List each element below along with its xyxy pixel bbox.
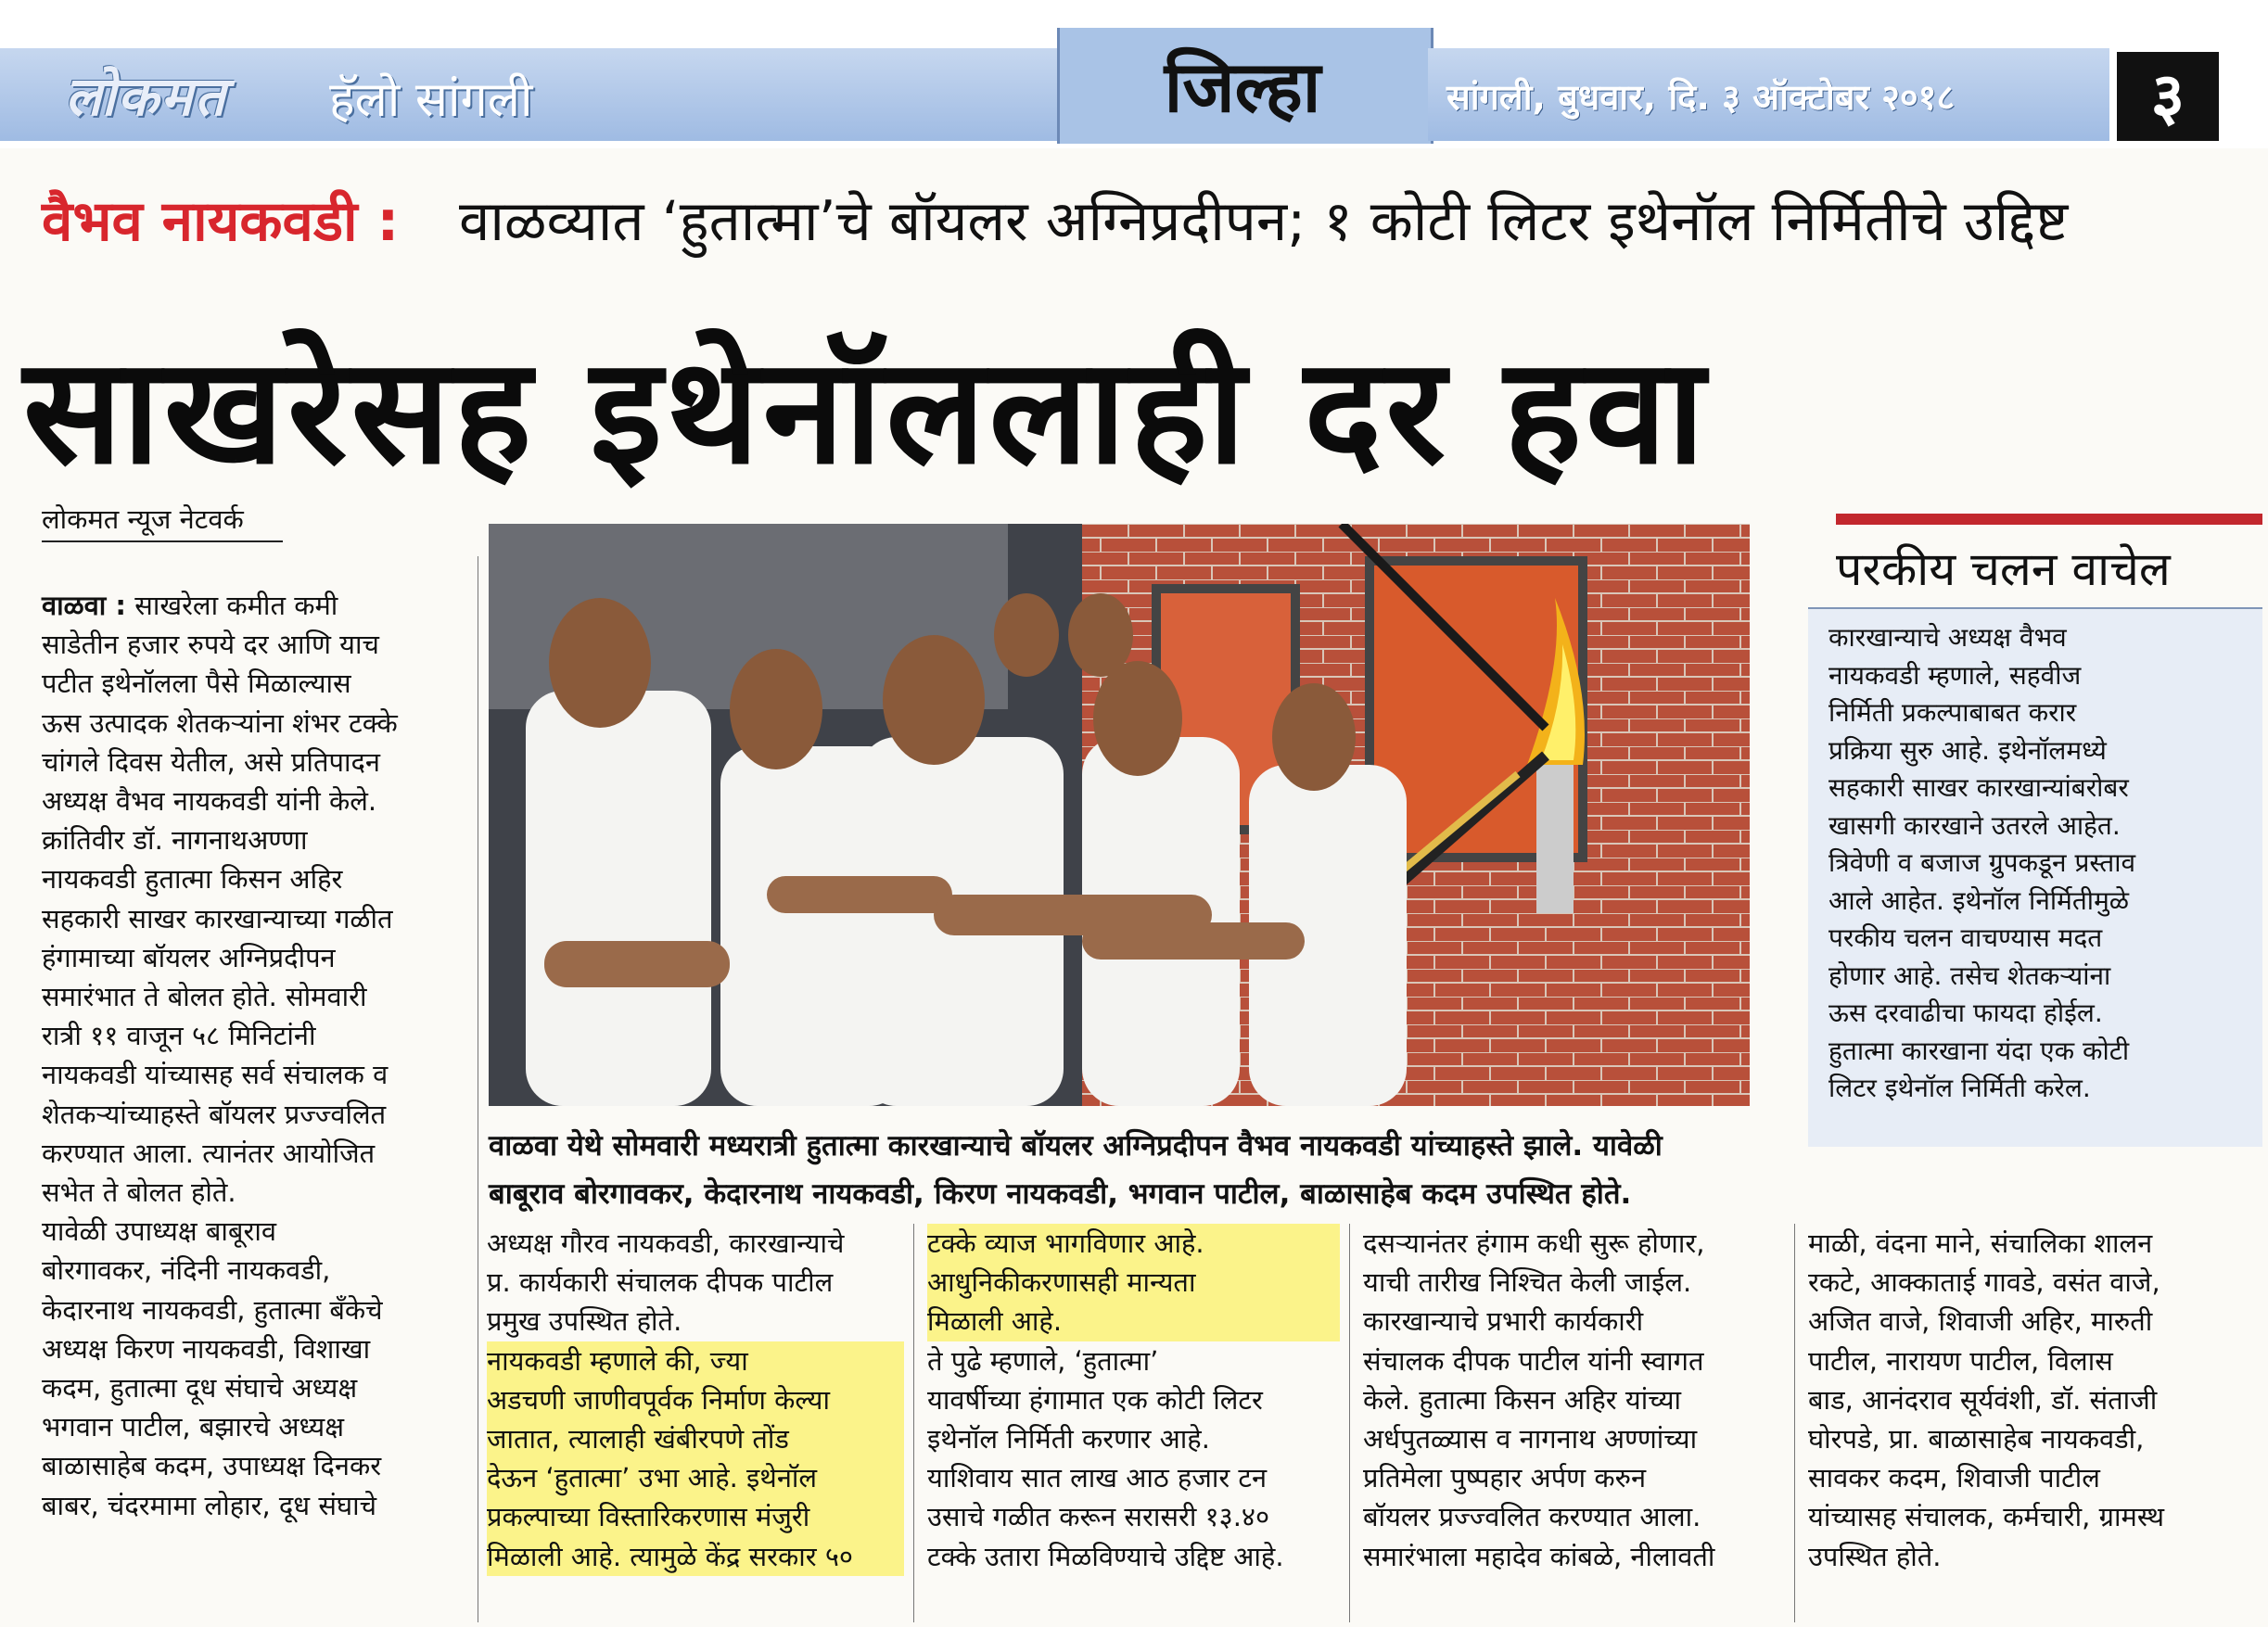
- article-line: पटीत इथेनॉलला पैसे मिळाल्यास: [42, 667, 351, 700]
- sidebar-line: प्रक्रिया सुरु आहे. इथेनॉलमध्ये: [1828, 734, 2107, 766]
- byline: लोकमत न्यूज नेटवर्क: [42, 503, 244, 535]
- page-number: ३: [2150, 58, 2185, 134]
- sidebar-line: ऊस दरवाढीचा फायदा होईल.: [1828, 998, 2103, 1028]
- article-line: सभेत ते बोलत होते.: [42, 1176, 236, 1209]
- article-column-4: [1363, 1224, 1785, 1576]
- highlighted-line: टक्के व्याज भागविणार आहे.: [927, 1224, 1340, 1263]
- article-line: अजित वाजे, शिवाजी अहिर, मारुती: [1808, 1305, 2153, 1338]
- sidebar-line: निर्मिती प्रकल्पाबाबत करार: [1828, 697, 2077, 728]
- article-line: याशिवाय सात लाख आठ हजार टन: [927, 1462, 1268, 1494]
- article-line: ऊस उत्पादक शेतकऱ्यांना शंभर टक्के: [42, 706, 398, 739]
- byline-divider: [42, 540, 283, 542]
- highlighted-line: प्रकल्पाच्या विस्तारिकरणास मंजुरी: [487, 1497, 904, 1536]
- caption-line: वाळवा येथे सोमवारी मध्यरात्री हुतात्मा कारखान्याचे बॉयलर अग्निप्रदीपन वैभव नायकवडी यांच्याहस्ते झाले. यावेळी: [489, 1129, 1663, 1163]
- sidebar-red-rule: [1836, 514, 2262, 525]
- dateline: सांगली, बुधवार, दि. ३ ऑक्टोबर २०१८: [1446, 77, 1956, 118]
- article-line: पाटील, नारायण पाटील, विलास: [1808, 1344, 2113, 1377]
- highlighted-line: जातात, त्यालाही खंबीरपणे तोंड: [487, 1419, 904, 1458]
- sidebar-text: [1828, 619, 2255, 1108]
- article-line: यावेळी उपाध्यक्ष बाबूराव: [42, 1215, 276, 1248]
- article-line: अध्यक्ष गौरव नायकवडी, कारखान्याचे: [487, 1227, 845, 1259]
- article-line: हंगामाच्या बॉयलर अग्निप्रदीपन: [42, 941, 336, 973]
- article-line: अध्यक्ष वैभव नायकवडी यांनी केले.: [42, 785, 377, 818]
- column-rule: [1349, 1224, 1350, 1622]
- highlighted-line: मिळाली आहे.: [927, 1302, 1340, 1341]
- article-line: प्रमुख उपस्थित होते.: [487, 1305, 682, 1338]
- article-line: उपस्थित होते.: [1808, 1540, 1942, 1572]
- article-line: दसऱ्यानंतर हंगाम कधी सुरू होणार,: [1363, 1227, 1705, 1259]
- article-line: प्र. कार्यकारी संचालक दीपक पाटील: [487, 1266, 834, 1299]
- article-line: करण्यात आला. त्यानंतर आयोजित: [42, 1137, 376, 1169]
- article-column-2: [487, 1224, 904, 1576]
- article-line: बाळासाहेब कदम, उपाध्यक्ष दिनकर: [42, 1450, 382, 1482]
- article-line: समारंभाला महादेव कांबळे, नीलावती: [1363, 1540, 1715, 1572]
- photo-illustration: [489, 524, 1750, 1106]
- article-line: समारंभात ते बोलत होते. सोमवारी: [42, 981, 367, 1013]
- column-rule: [1794, 1224, 1795, 1622]
- newspaper-logo: लोकमत: [65, 65, 227, 128]
- article-line: माळी, वंदना माने, संचालिका शालन: [1808, 1227, 2153, 1259]
- sidebar-line: कारखान्याचे अध्यक्ष वैभव: [1828, 622, 2067, 653]
- highlighted-line: आधुनिकीकरणासही मान्यता: [927, 1263, 1340, 1302]
- dateline-place: वाळवा :: [42, 590, 127, 621]
- article-line: इथेनॉल निर्मिती करणार आहे.: [927, 1423, 1210, 1455]
- article-column-3: [927, 1224, 1340, 1576]
- caption-line: बाबूराव बोरगावकर, केदारनाथ नायकवडी, किरण नायकवडी, भगवान पाटील, बाळासाहेब कदम उपस्थित होते.: [489, 1177, 1632, 1211]
- article-line: सहकारी साखर कारखान्याच्या गळीत: [42, 902, 393, 934]
- article-line: ते पुढे म्हणाले, ‘हुतात्मा’: [927, 1344, 1159, 1377]
- section-title: जिल्हा: [1164, 45, 1321, 128]
- article-line: यांच्यासह संचालक, कर्मचारी, ग्रामस्थ: [1808, 1501, 2165, 1533]
- highlighted-line: देऊन ‘हुतात्मा’ उभा आहे. इथेनॉल: [487, 1458, 904, 1497]
- article-line: यावर्षीच्या हंगामात एक कोटी लिटर: [927, 1383, 1263, 1416]
- article-line: चांगले दिवस येतील, असे प्रतिपादन: [42, 745, 380, 778]
- sidebar-line: खासगी कारखाने उतरले आहेत.: [1828, 809, 2121, 841]
- article-line: बोरगावकर, नंदिनी नायकवडी,: [42, 1254, 331, 1287]
- sidebar-line: त्रिवेणी व बजाज ग्रुपकडून प्रस्ताव: [1828, 847, 2136, 878]
- article-line: घोरपडे, प्रा. बाळासाहेब नायकवडी,: [1808, 1423, 2145, 1455]
- edition-name: हॅलो सांगली: [329, 72, 533, 128]
- article-line: कारखान्याचे प्रभारी कार्यकारी: [1363, 1305, 1644, 1338]
- highlighted-line: अडचणी जाणीवपूर्वक निर्माण केल्या: [487, 1380, 904, 1419]
- sidebar-line: नायकवडी म्हणाले, सहवीज: [1828, 659, 2082, 691]
- article-line: क्रांतिवीर डॉ. नागनाथअण्णा: [42, 824, 308, 857]
- highlighted-line: मिळाली आहे. त्यामुळे केंद्र सरकार ५०: [487, 1537, 904, 1576]
- sidebar-line: सहकारी साखर कारखान्यांबरोबर: [1828, 772, 2129, 803]
- article-line: कदम, हुतात्मा दूध संघाचे अध्यक्ष: [42, 1372, 358, 1405]
- article-line: साडेतीन हजार रुपये दर आणि याच: [42, 629, 379, 661]
- article-column-5: [1808, 1224, 2253, 1576]
- article-line: रात्री ११ वाजून ५८ मिनिटांनी: [42, 1020, 316, 1052]
- sidebar-line: परकीय चलन वाचण्यास मदत: [1828, 922, 2103, 953]
- sidebar-title: परकीय चलन वाचेल: [1836, 542, 2171, 596]
- article-line: बॉयलर प्रज्ज्वलित करण्यात आला.: [1363, 1501, 1701, 1533]
- news-photo: [489, 524, 1750, 1106]
- sidebar-line: आले आहेत. इथेनॉल निर्मितीमुळे: [1828, 884, 2130, 916]
- article-line: प्रतिमेला पुष्पहार अर्पण करुन: [1363, 1462, 1647, 1494]
- article-line: केदारनाथ नायकवडी, हुतात्मा बँकेचे: [42, 1293, 383, 1326]
- article-column-1: [42, 586, 468, 1525]
- sidebar-line: होणार आहे. तसेच शेतकऱ्यांना: [1828, 960, 2111, 991]
- sidebar-line: लिटर इथेनॉल निर्मिती करेल.: [1828, 1073, 2091, 1103]
- article-line: नायकवडी यांच्यासह सर्व संचालक व: [42, 1059, 389, 1091]
- article-line: सावकर कदम, शिवाजी पाटील: [1808, 1462, 2100, 1494]
- article-line: उसाचे गळीत करून सरासरी १३.४०: [927, 1501, 1270, 1533]
- column-rule: [913, 1224, 914, 1622]
- photo-caption: [489, 1122, 1777, 1218]
- article-line: केले. हुतात्मा किसन अहिर यांच्या: [1363, 1383, 1682, 1416]
- main-headline: साखरेसह इथेनॉललाही दर हवा: [23, 326, 1709, 497]
- highlighted-line: नायकवडी म्हणाले की, ज्या: [487, 1341, 904, 1380]
- article-line: बाड, आनंदराव सूर्यवंशी, डॉ. संताजी: [1808, 1383, 2158, 1416]
- article-line: अर्धपुतळ्यास व नागनाथ अण्णांच्या: [1363, 1423, 1698, 1455]
- article-line: शेतकऱ्यांच्याहस्ते बॉयलर प्रज्ज्वलित: [42, 1098, 387, 1130]
- kicker-name: वैभव नायकवडी :: [42, 189, 400, 254]
- kicker-text: वाळव्यात ‘हुतात्मा’चे बॉयलर अग्निप्रदीपन; १ कोटी लिटर इथेनॉल निर्मितीचे उद्दिष्ट: [459, 189, 2069, 254]
- article-line: टक्के उतारा मिळविण्याचे उद्दिष्ट आहे.: [927, 1540, 1284, 1572]
- article-line: वाळवा : साखरेला कमीत कमी: [42, 590, 338, 621]
- article-line: अध्यक्ष किरण नायकवडी, विशाखा: [42, 1332, 371, 1365]
- article-line: नायकवडी हुतात्मा किसन अहिर: [42, 863, 343, 896]
- sidebar-line: हुतात्मा कारखाना यंदा एक कोटी: [1828, 1035, 2130, 1066]
- article-line: संचालक दीपक पाटील यांनी स्वागत: [1363, 1344, 1704, 1377]
- article-line: रकटे, आक्काताई गावडे, वसंत वाजे,: [1808, 1266, 2160, 1299]
- article-line: बाबर, चंदरमामा लोहार, दूध संघाचे: [42, 1489, 377, 1521]
- article-line: याची तारीख निश्चित केली जाईल.: [1363, 1266, 1692, 1299]
- article-line: भगवान पाटील, बझारचे अध्यक्ष: [42, 1411, 345, 1443]
